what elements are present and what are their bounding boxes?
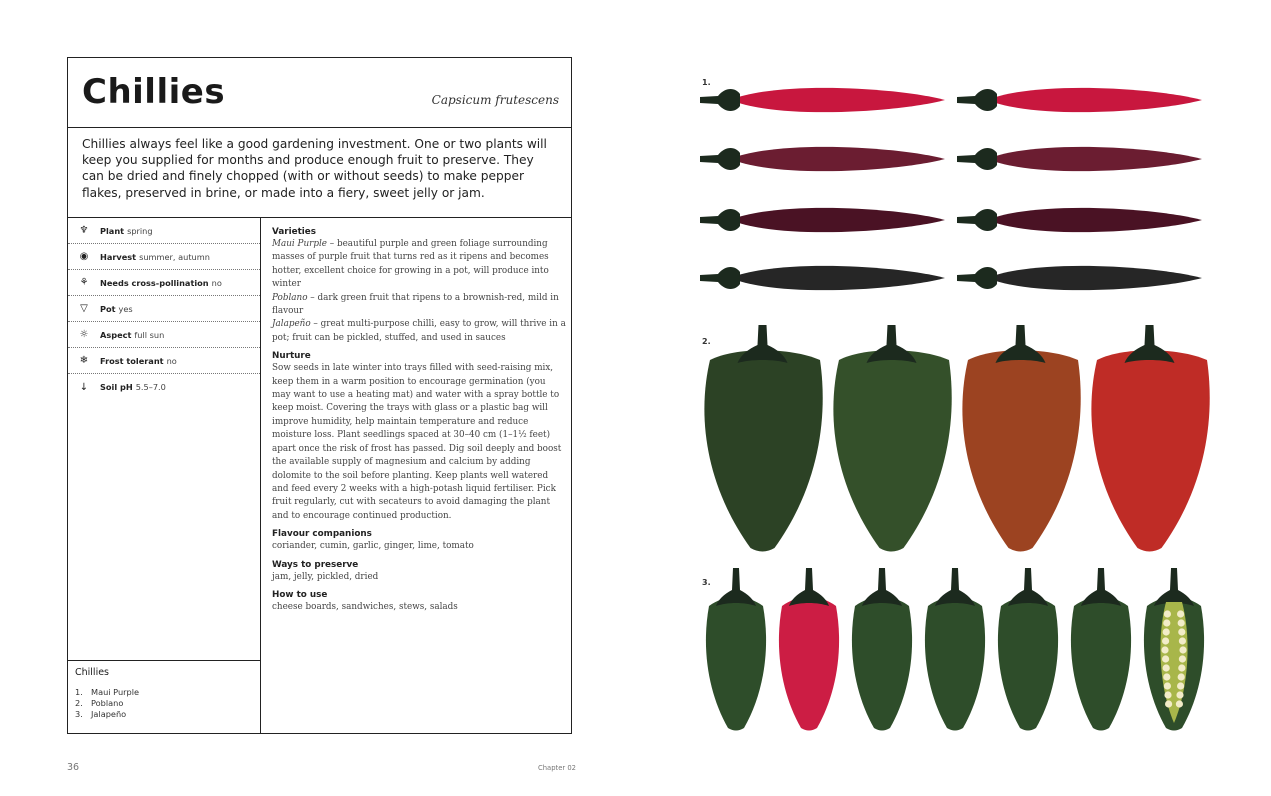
jalapeno-pepper [1071, 568, 1131, 731]
legend-heading: Chillies [75, 667, 110, 678]
chilli-fruit [987, 208, 1202, 232]
pepper-stem [1154, 568, 1194, 606]
list-item: 3. Jalapeño [75, 709, 127, 719]
chilli-fruit [987, 147, 1202, 171]
seed [1163, 664, 1170, 671]
pepper-fruit [1091, 350, 1209, 551]
chapter-label: Chapter 02 [538, 764, 576, 772]
chilli-stem [957, 267, 997, 289]
jalapeno-pepper [925, 568, 985, 731]
maui-purple-chilli [700, 88, 945, 112]
seed [1163, 619, 1170, 626]
maui-purple-chilli [700, 147, 945, 171]
fact-aspect: ☼ Aspect full sun [68, 322, 260, 348]
seed [1179, 637, 1186, 644]
pepper-stem [716, 568, 756, 606]
pepper-fruit [925, 597, 985, 731]
scientific-name: Capsicum frutescens [431, 93, 559, 107]
poblano-pepper [833, 325, 951, 552]
sun-icon: ☼ [79, 329, 89, 340]
pepper-fruit [779, 597, 839, 731]
section-heading: Flavour companions [272, 529, 372, 540]
seed [1163, 628, 1170, 635]
jalapeno-pepper [998, 568, 1058, 731]
pepper-fruit [998, 597, 1058, 731]
pepper-fruit [852, 597, 912, 731]
seed [1178, 619, 1185, 626]
section-heading: Varieties [272, 227, 317, 237]
use-text: cheese boards, sandwiches, stews, salads [272, 601, 458, 612]
poblano-pepper [962, 325, 1080, 552]
jalapeno-pepper [852, 568, 912, 731]
varieties-text: Maui Purple – beautiful purple and green foliage surrounding masses of purple fruit that turns red as it ripens and becomes hotter, excellent choice for growing in a pot, will produce into winter Poblano – dark green fruit that ripens to a brownish-red, mild in flavour Jalapeño – great multi-purpose chilli, easy to grow, will thrive in a pot; fruit can be pickled, stuffed, and used in sauces [272, 239, 566, 343]
page-title: Chillies [82, 72, 226, 112]
seed [1164, 691, 1171, 698]
maui-purple-chilli [700, 208, 945, 232]
seed [1178, 628, 1185, 635]
page-number: 36 [67, 762, 80, 773]
figure-label-3: 3. [702, 578, 711, 587]
nurture-text: Sow seeds in late winter into trays filled with seed-raising mix, keep them in a warm position to encourage germination (you may want to use a heating mat) and water with a spray bottle to keep moist. Covering the trays with glass or a plastic bag will improve humidity, help maintain temperature and reduce moisture loss. Plant seedlings spaced at 30–40 cm (1–1½ feet) apart once the risk of frost has passed. Dig soil deeply and boost the available supply of magnesium and calcium by adding dolomite to the soil before planting. Keep plants well watered and feed every 2 weeks with a high-potash liquid fertiliser. Pick fruit regularly, cut with secateurs to avoid damaging the plant and to encourage continued production. [272, 363, 562, 521]
fact-harvest: ◉ Harvest summer, autumn [68, 244, 260, 270]
list-item: 1. Maui Purple [75, 687, 140, 697]
pepper-fruit [962, 350, 1080, 551]
figure-label-2: 2. [702, 337, 711, 346]
chilli-stem [700, 267, 740, 289]
pepper-stem [1008, 568, 1048, 606]
maui-purple-chilli [957, 208, 1202, 232]
list-item: 2. Poblano [75, 698, 124, 708]
seed [1179, 646, 1186, 653]
chilli-stem [957, 148, 997, 170]
section-heading: How to use [272, 589, 328, 600]
chilli-stem [957, 89, 997, 111]
seed [1177, 610, 1184, 617]
jalapeno-pepper [779, 568, 839, 731]
fact-cross-pollination: ⚘ Needs cross-pollination no [68, 270, 260, 296]
seed [1162, 637, 1169, 644]
preserve-text: jam, jelly, pickled, dried [272, 571, 379, 582]
chilli-fruit [730, 88, 945, 112]
chilli-fruit [987, 88, 1202, 112]
fact-plant: ♆ Plant spring [68, 218, 260, 244]
flavour-text: coriander, cumin, garlic, ginger, lime, tomato [272, 541, 474, 552]
harvest-icon: ◉ [79, 251, 89, 262]
seed [1165, 700, 1172, 707]
pepper-fruit [833, 350, 951, 551]
maui-purple-chilli [957, 88, 1202, 112]
seed [1179, 655, 1186, 662]
seed [1177, 682, 1184, 689]
pepper-stem [996, 325, 1046, 363]
jalapeno-pepper [1144, 568, 1204, 731]
pepper-stem [935, 568, 975, 606]
chilli-fruit [730, 208, 945, 232]
poblano-pepper [704, 325, 822, 552]
pepper-stem [738, 325, 788, 363]
fact-soil-ph: ↓ Soil pH 5.5–7.0 [79, 381, 166, 393]
pepper-stem [1081, 568, 1121, 606]
section-heading: Ways to preserve [272, 559, 359, 570]
pepper-fruit [706, 597, 766, 731]
chilli-fruit [730, 147, 945, 171]
jalapeno-pepper [706, 568, 766, 731]
seed [1164, 682, 1171, 689]
poblano-pepper [1091, 325, 1209, 552]
pepper-stem [862, 568, 902, 606]
seed [1176, 700, 1183, 707]
seed [1161, 646, 1168, 653]
seed [1178, 673, 1185, 680]
section-heading: Nurture [272, 351, 311, 362]
intro-paragraph: Chillies always feel like a good gardening investment. One or two plants will keep you supplied for months and produce enough fruit to preserve. They can be dried and finely chopped (with or without seeds) to make pepper flakes, preserved in brine, or made into a fiery, sweet jelly or jam. [82, 137, 547, 200]
cross-pollination-icon: ⚘ [79, 277, 89, 288]
frost-icon: ❄ [79, 355, 89, 366]
pepper-fruit [704, 350, 822, 551]
chilli-stem [700, 148, 740, 170]
pepper-stem [789, 568, 829, 606]
fact-pot: ▽ Pot yes [68, 296, 260, 322]
pepper-stem [867, 325, 917, 363]
soil-ph-icon: ↓ [79, 381, 89, 393]
seed [1178, 664, 1185, 671]
seed [1164, 610, 1171, 617]
chilli-fruit [987, 266, 1202, 290]
maui-purple-chilli [957, 147, 1202, 171]
pepper-stem [1125, 325, 1175, 363]
maui-purple-chilli [700, 266, 945, 290]
seed [1162, 655, 1169, 662]
pepper-fruit [1071, 597, 1131, 731]
fact-frost: ❄ Frost tolerant no [68, 348, 260, 374]
figure-label-1: 1. [702, 78, 711, 87]
seed [1163, 673, 1170, 680]
pot-icon: ▽ [80, 303, 88, 314]
chilli-fruit [730, 266, 945, 290]
chilli-stem [957, 209, 997, 231]
chilli-stem [700, 209, 740, 231]
chilli-stem [700, 89, 740, 111]
seed [1176, 691, 1183, 698]
plant-icon: ♆ [79, 225, 89, 236]
maui-purple-chilli [957, 266, 1202, 290]
